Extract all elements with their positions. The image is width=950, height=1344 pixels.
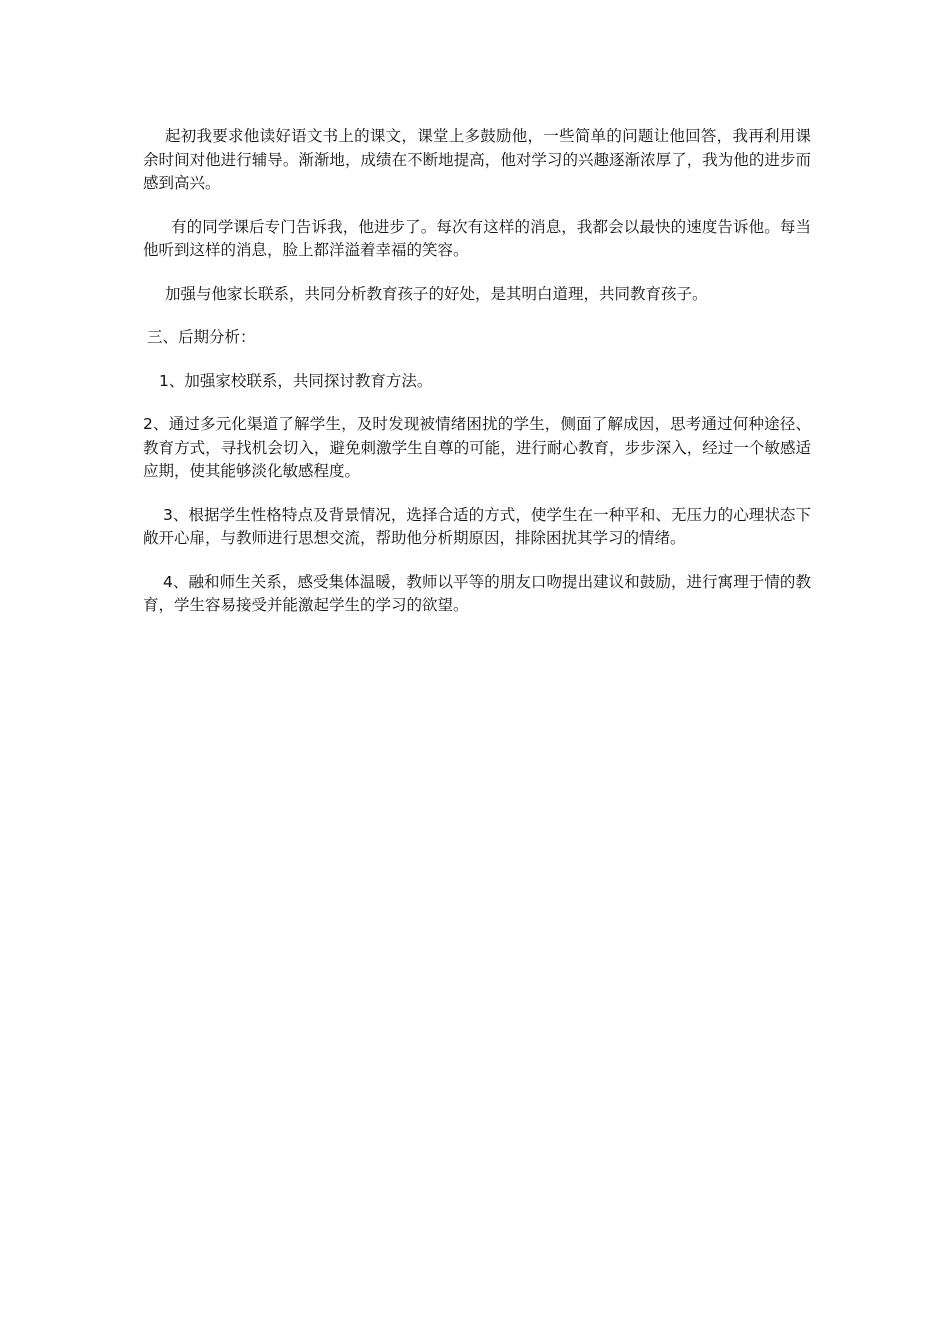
list-item-4: 4、融和师生关系，感受集体温暖，教师以平等的朋友口吻提出建议和鼓励，进行寓理于情的教育，学生容易接受并能激起学生的学习的欲望。: [143, 572, 811, 614]
paragraph-parent-contact: 加强与他家长联系，共同分析教育孩子的好处，是其明白道理，共同教育孩子。: [165, 284, 708, 303]
section-heading-later-analysis: 三、后期分析：: [147, 328, 256, 346]
list-item-3: 3、根据学生性格特点及背景情况，选择合适的方式，使学生在一种平和、无压力的心理状态下敞开心扉，与教师进行思想交流，帮助他分析期原因，排除困扰其学习的情绪。: [143, 505, 811, 547]
paragraph-classmates-report: 有的同学课后专门告诉我，他进步了。每次有这样的消息，我都会以最快的速度告诉他。每当他听到这样的消息，脸上都洋溢着幸福的笑容。: [143, 217, 811, 259]
list-item-1: 1、加强家校联系，共同探讨教育方法。: [159, 371, 433, 390]
paragraph-tutoring: 起初我要求他读好语文书上的课文，课堂上多鼓励他，一些简单的问题让他回答，我再利用课余时间对他进行辅导。渐渐地，成绩在不断地提高，他对学习的兴趣逐渐浓厚了，我为他的进步而感到高兴。: [143, 127, 811, 192]
list-item-2: 2、通过多元化渠道了解学生，及时发现被情绪困扰的学生，侧面了解成因，思考通过何种途径、教育方式，寻找机会切入，避免刺激学生自尊的可能，进行耐心教育，步步深入，经过一个敏感适应期，使其能够淡化敏感程度。: [143, 415, 811, 480]
document-body: [143, 125, 811, 638]
